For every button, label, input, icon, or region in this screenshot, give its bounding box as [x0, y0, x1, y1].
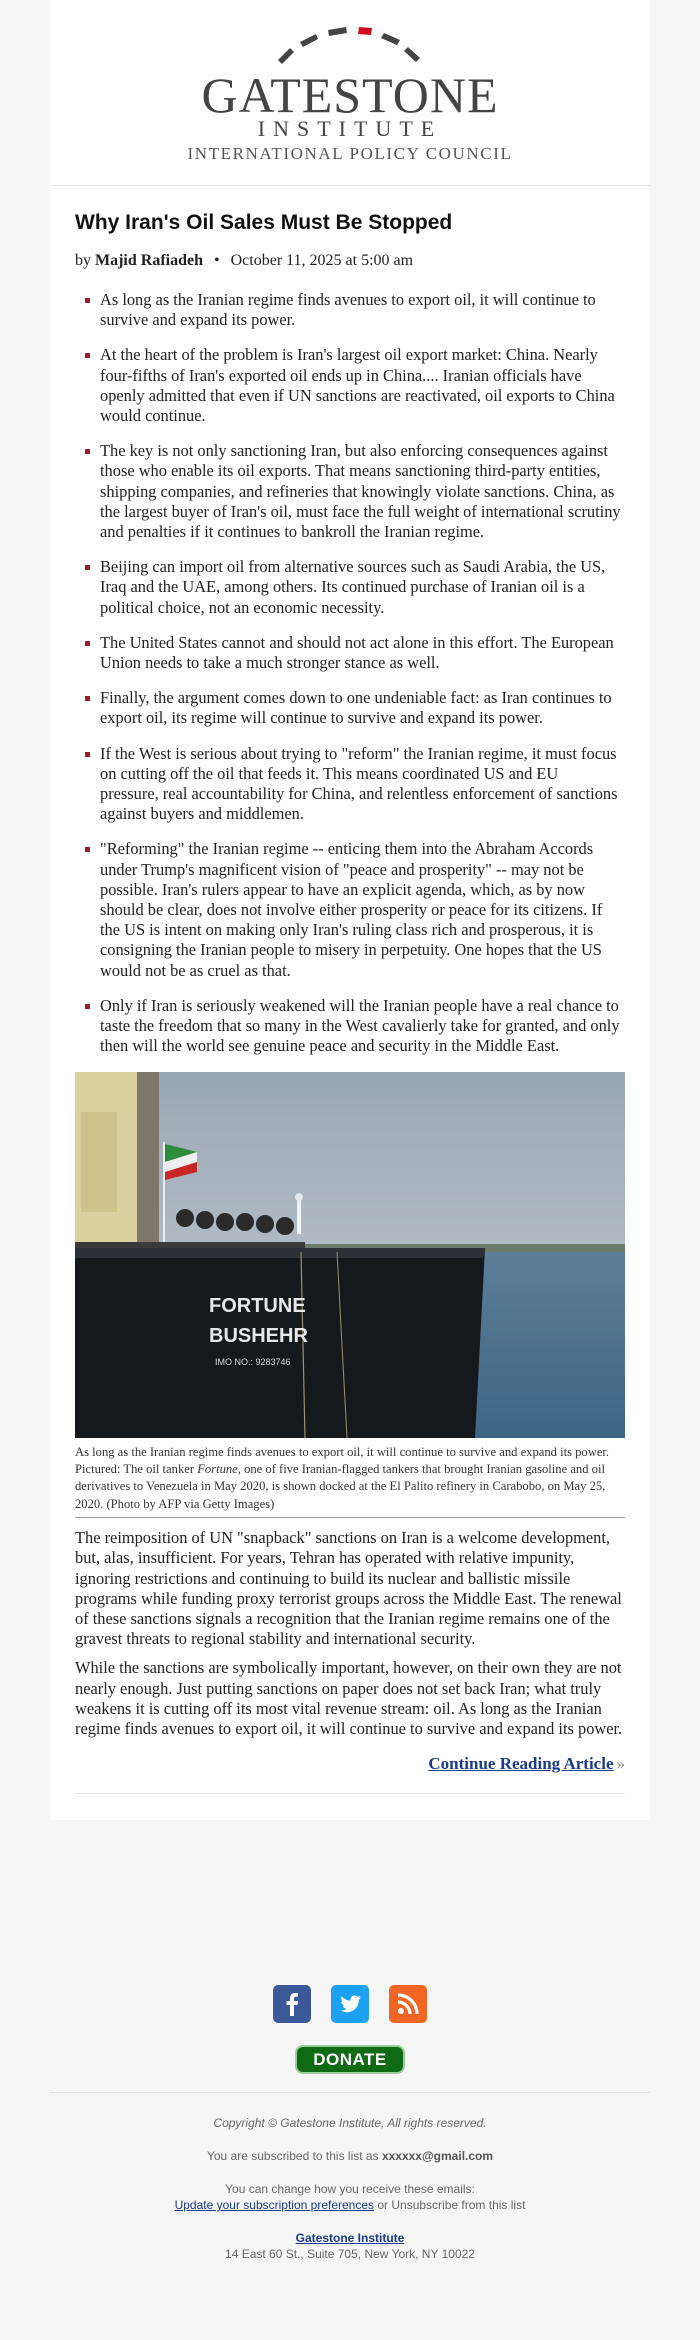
- bullet-icon: [85, 565, 90, 570]
- summary-text: As long as the Iranian regime finds avenues to export oil, it will continue to survive and expand its power.: [100, 290, 596, 330]
- bullet-icon: [85, 752, 90, 757]
- byline: [75, 250, 625, 272]
- bullet-icon: [85, 641, 90, 646]
- summary-text: At the heart of the problem is Iran's largest oil export market: China. Nearly four-fifths of Iran's exported oil ends up in China.... Iranian officials have openly admitted that even if UN sanctions are reactivated, oil exports to China would continue.: [100, 345, 615, 426]
- caption-part-2: , one of five Iranian-flagged tankers that brought Iranian gasoline and oil derivatives to Venezuela in May 2020, is shown docked at the El Palito refinery in Carabobo, on May 25, 2020. (Photo by AFP via Getty Images): [75, 1461, 606, 1511]
- summary-text: The key is not only sanctioning Iran, but also enforcing consequences against those who enable its oil exports. That means sanctioning third-party entities, shipping companies, and refineries that knowingly violate sanctions. China, as the largest buyer of Iran's oil, must face the full weight of international scrutiny and penalties if it continues to bankroll the Iranian regime.: [100, 441, 621, 542]
- ship-name-line-1: FORTUNE: [209, 1294, 306, 1317]
- summary-item: [100, 839, 625, 980]
- donate-button[interactable]: DONATE: [295, 2045, 405, 2074]
- summary-item: [100, 688, 625, 728]
- ship-name-line-2: BUSHEHR: [209, 1324, 308, 1347]
- subscribed-prefix: You are subscribed to this list as: [206, 2149, 382, 2163]
- bullet-icon: [85, 1004, 90, 1009]
- article: [50, 186, 650, 1820]
- footer-divider: [50, 2092, 650, 2093]
- facebook-icon[interactable]: [273, 1985, 311, 2023]
- footer: [50, 1985, 650, 2262]
- logo-council: INTERNATIONAL POLICY COUNCIL: [187, 144, 513, 163]
- summary-item: [100, 557, 625, 618]
- organization-line: [50, 2230, 650, 2246]
- summary-item: [100, 633, 625, 673]
- bullet-icon: [85, 847, 90, 852]
- article-paragraph: The reimposition of UN "snapback" sanctions on Iran is a welcome development, but, alas, insufficient. For years, Tehran has operated with relative impunity, ignoring restrictions and continuing to build its nuclear and ballistic missile programs while funding proxy terrorist groups across the Middle East. The renewal of these sanctions signals a recognition that the Iranian regime remains one of the gravest threats to regional stability and international security.: [75, 1528, 622, 1649]
- header: [50, 0, 650, 186]
- photo-caption: [75, 1444, 625, 1519]
- summary-item: [100, 744, 625, 825]
- continue-reading: [75, 1753, 625, 1794]
- subscribed-email: xxxxxx@gmail.com: [381, 2149, 494, 2163]
- rss-icon[interactable]: [389, 1985, 427, 2023]
- summary-item: [100, 290, 625, 330]
- change-preferences-text: You can change how you receive these emails:: [225, 2182, 475, 2196]
- ship-imo: IMO NO.: 9283746: [215, 1356, 291, 1367]
- article-title[interactable]: Why Iran's Oil Sales Must Be Stopped: [75, 211, 453, 234]
- chevron-right-icon: »: [616, 1754, 625, 1774]
- email-card: [50, 0, 650, 1820]
- subscription-text: [50, 2148, 650, 2164]
- author-name: Majid Rafiadeh: [95, 252, 203, 269]
- summary-item: [100, 996, 625, 1057]
- byline-by: by: [75, 252, 91, 269]
- preferences-line: [50, 2197, 650, 2213]
- summary-item: [100, 345, 625, 426]
- unsubscribe-text: or Unsubscribe from this list: [374, 2198, 526, 2212]
- summary-text: The United States cannot and should not act alone in this effort. The European Union needs to take a much stronger stance as well.: [100, 632, 614, 673]
- bullet-icon: [85, 696, 90, 701]
- bullet-icon: [85, 298, 90, 303]
- twitter-icon[interactable]: [331, 1985, 369, 2023]
- update-preferences-link[interactable]: Update your subscription preferences: [174, 2198, 375, 2212]
- logo-wordmark: GATESTONE: [201, 67, 499, 123]
- logo-institute: INSTITUTE: [257, 116, 443, 141]
- organization-address: 14 East 60 St., Suite 705, New York, NY 10022: [225, 2247, 475, 2261]
- donate-area: [50, 2045, 650, 2074]
- article-paragraph: While the sanctions are symbolically important, however, on their own they are not nearly enough. Just putting sanctions on paper does not set back Iran; what truly weakens it is cutting off its most vital revenue stream: oil. As long as the Iranian regime finds avenues to export oil, it will continue to survive and expand its power.: [75, 1658, 623, 1738]
- summary-item: [100, 441, 625, 542]
- caption-ship-name: Fortune: [197, 1461, 238, 1476]
- summary-text: Only if Iran is seriously weakened will the Iranian people have a real chance to taste the freedom that so many in the West cavalierly take for granted, and only then will the world see genuine peace and security in the Middle East.: [100, 995, 620, 1056]
- social-links: [50, 1985, 650, 2025]
- byline-separator: •: [214, 252, 220, 269]
- summary-text: "Reforming" the Iranian regime -- enticing them into the Abraham Accords under Trump's magnificent vision of "peace and prosperity" -- may not be possible. Iran's rulers appear to have an explicit agenda, which, as by now should be clear, does not involve either prosperity or peace for its citizens. If the US is intent on making only Iran's ruling class rich and prosperous, it is consigning the Iranian people to misery in perpetuity. One hopes that the US would not be as cruel as that.: [100, 839, 603, 980]
- summary-list: [75, 290, 625, 1057]
- bullet-icon: [85, 353, 90, 358]
- summary-text: Finally, the argument comes down to one undeniable fact: as Iran continues to export oil, its regime will continue to survive and expand its power.: [100, 688, 612, 728]
- caption-part-1: As long as the Iranian regime finds avenues to export oil, it will continue to survive and expand its power. Pictured: The oil tanker: [75, 1444, 610, 1476]
- summary-text: Beijing can import oil from alternative sources such as Saudi Arabia, the US, Iraq and the UAE, among others. Its continued purchase of Iranian oil is a political choice, not an economic necessity.: [100, 557, 606, 617]
- summary-text: If the West is serious about trying to "reform" the Iranian regime, it must focus on cutting off the oil that feeds it. This means coordinated US and EU pressure, real accountability for China, and relentless enforcement of sanctions against buyers and middlemen.: [100, 743, 618, 824]
- organization-link[interactable]: Gatestone Institute: [295, 2231, 405, 2245]
- article-date: October 11, 2025 at 5:00 am: [230, 252, 414, 269]
- tanker-photo[interactable]: [75, 1072, 625, 1438]
- bullet-icon: [85, 449, 90, 454]
- copyright-text: Copyright © Gatestone Institute, All rights reserved.: [213, 2116, 487, 2130]
- continue-reading-link[interactable]: Continue Reading Article: [428, 1754, 614, 1774]
